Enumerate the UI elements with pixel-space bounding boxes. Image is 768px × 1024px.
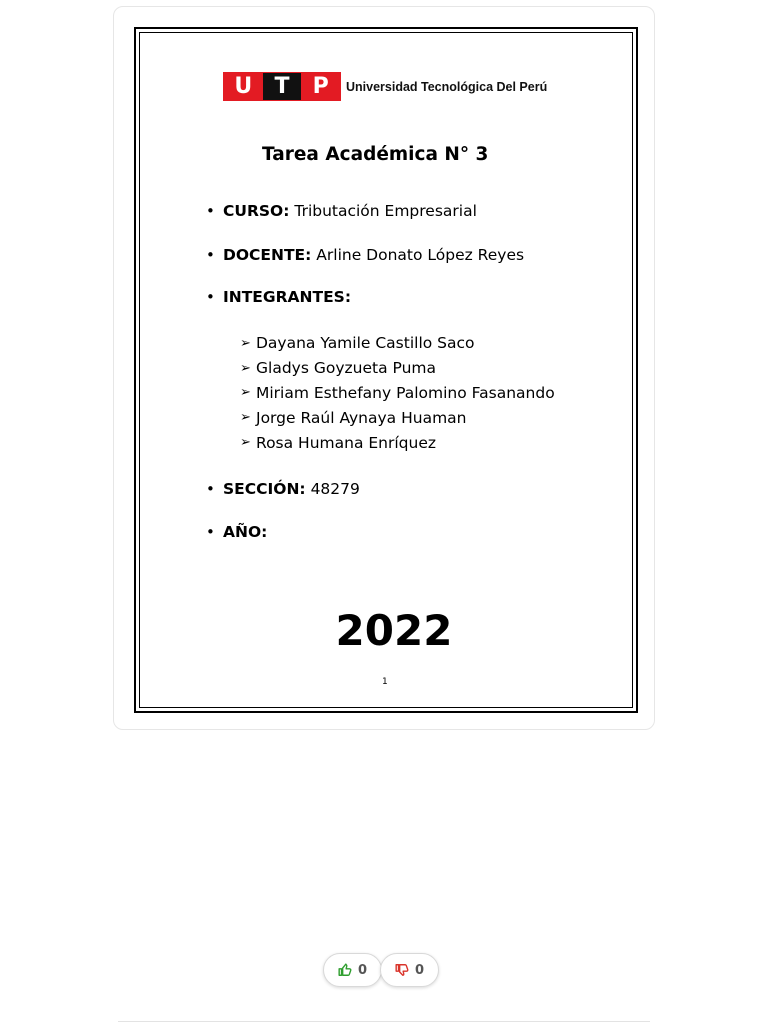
field-value: Tributación Empresarial: [294, 202, 477, 220]
bullet-icon: •: [206, 523, 215, 541]
list-item: ➢ Jorge Raúl Aynaya Huaman: [240, 408, 467, 427]
utp-logo-mark: [223, 72, 341, 101]
list-item: ➢ Dayana Yamile Castillo Saco: [240, 334, 475, 353]
field-label: CURSO:: [223, 202, 290, 220]
arrow-bullet-icon: ➢: [240, 385, 251, 401]
field-seccion: [206, 480, 360, 498]
field-value: Arline Donato López Reyes: [316, 246, 525, 264]
list-item: ➢ Gladys Goyzueta Puma: [240, 359, 436, 378]
field-label: SECCIÓN:: [223, 480, 306, 498]
logo-letter-u: U: [224, 73, 263, 100]
list-item: ➢ Rosa Humana Enríquez: [240, 433, 437, 452]
list-item: ➢ Miriam Esthefany Palomino Fasanando: [240, 383, 555, 402]
bullet-icon: •: [206, 480, 215, 498]
logo-letter-t: T: [263, 73, 302, 100]
bullet-icon: •: [206, 246, 215, 264]
upvote-count: 0: [358, 962, 368, 978]
members-list: [240, 331, 555, 455]
utp-logo: [223, 72, 547, 101]
vote-bar: [323, 953, 439, 987]
field-curso: [206, 202, 477, 220]
field-integrantes: [206, 288, 351, 306]
field-label: AÑO:: [223, 523, 268, 541]
thumbs-down-icon: [395, 963, 409, 977]
page-number: 1: [382, 677, 388, 687]
university-name: Universidad Tecnológica Del Perú: [346, 79, 548, 94]
field-docente: [206, 246, 524, 264]
field-value: 48279: [310, 480, 360, 498]
field-label: INTEGRANTES:: [223, 288, 352, 306]
field-anio: [206, 523, 267, 541]
arrow-bullet-icon: ➢: [240, 335, 251, 351]
upvote-button[interactable]: [323, 953, 382, 987]
bullet-icon: •: [206, 202, 215, 220]
downvote-button[interactable]: [380, 953, 439, 987]
bullet-icon: •: [206, 288, 215, 306]
arrow-bullet-icon: ➢: [240, 410, 251, 426]
document-year: 2022: [335, 606, 453, 655]
arrow-bullet-icon: ➢: [240, 360, 251, 376]
field-label: DOCENTE:: [223, 246, 312, 264]
downvote-count: 0: [415, 962, 425, 978]
document-title: Tarea Académica N° 3: [262, 144, 489, 165]
logo-letter-p: P: [301, 73, 340, 100]
divider: [118, 1021, 650, 1022]
thumbs-up-icon: [338, 963, 352, 977]
arrow-bullet-icon: ➢: [240, 435, 251, 451]
